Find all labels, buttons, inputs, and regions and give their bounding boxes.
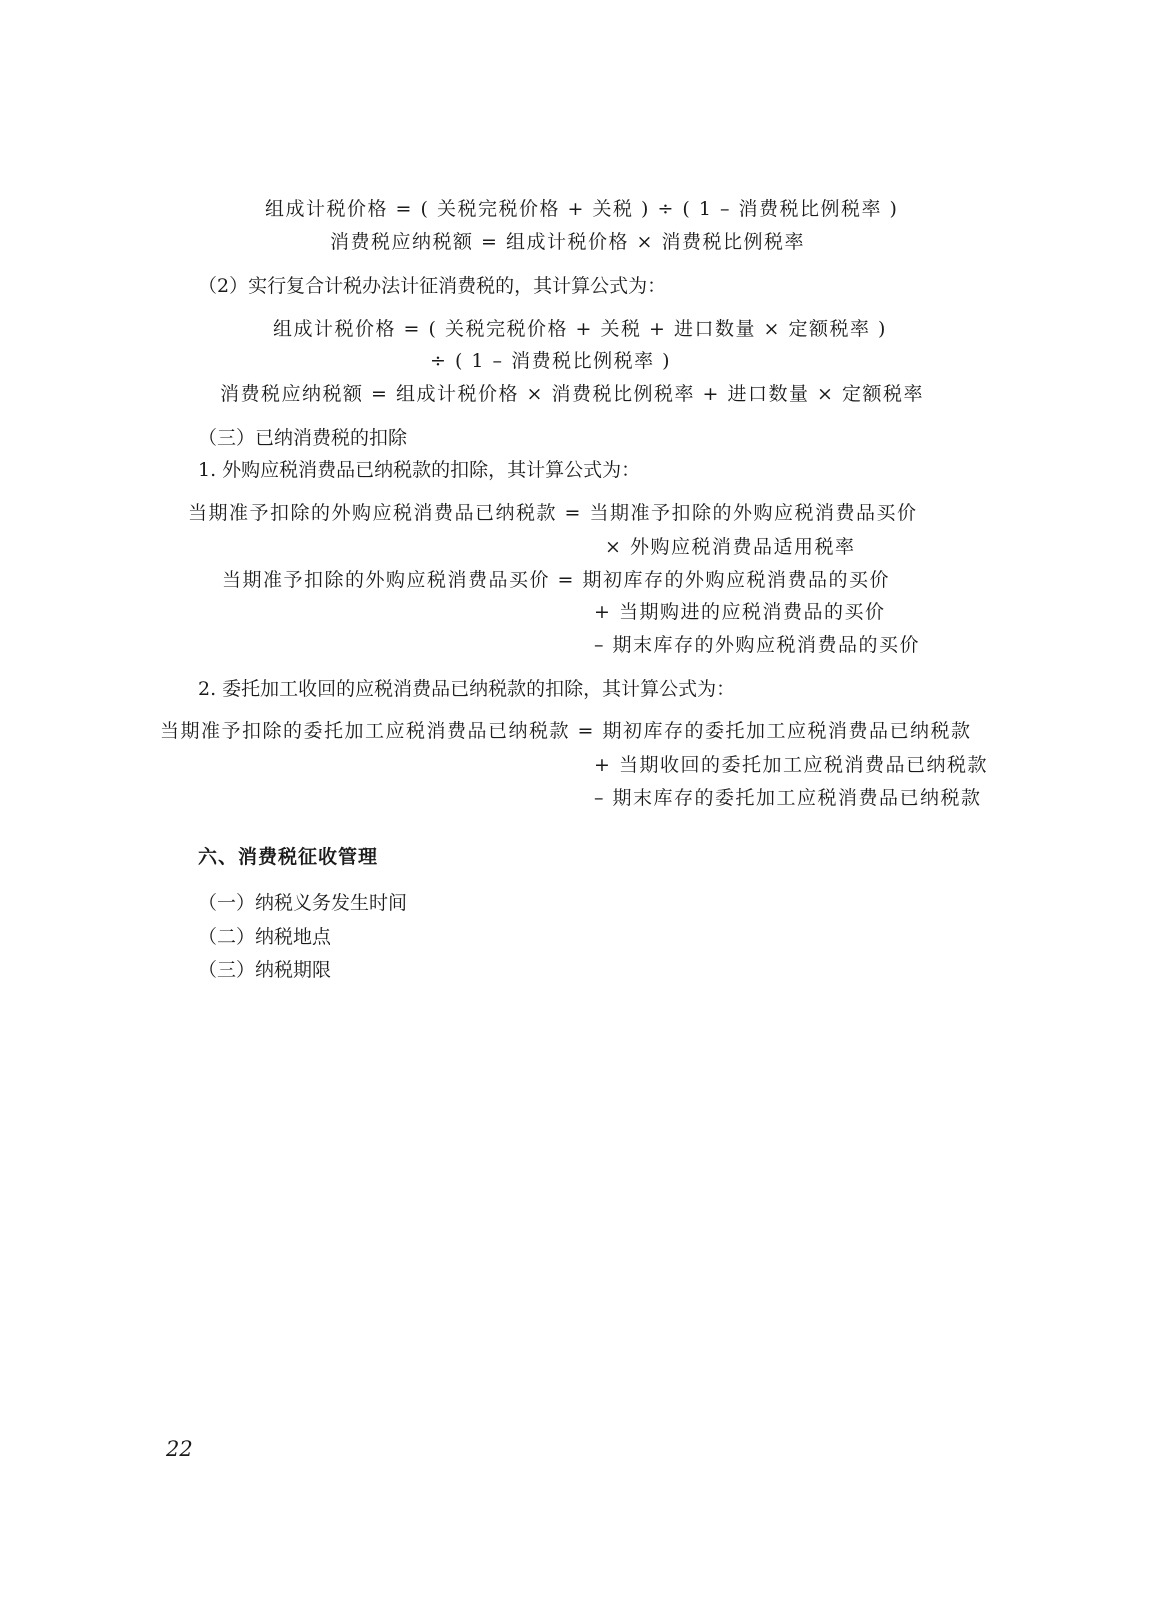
section6-item-2: （二）纳税地点	[198, 926, 332, 948]
sub1-intro: 1. 外购应税消费品已纳税款的扣除，其计算公式为：	[198, 459, 641, 481]
section6-item-1: （一）纳税义务发生时间	[198, 892, 408, 914]
sub2-formula-line3: – 期末库存的委托加工应税消费品已纳税款	[594, 787, 982, 809]
sub2-intro: 2. 委托加工收回的应税消费品已纳税款的扣除，其计算公式为：	[198, 678, 736, 700]
section6-heading: 六、消费税征收管理	[198, 846, 379, 868]
sub1-formula1-line1: 当期准予扣除的外购应税消费品已纳税款 = 当期准予扣除的外购应税消费品买价	[188, 502, 918, 524]
formula-tax-amount: 消费税应纳税额 = 组成计税价格 × 消费税比例税率	[330, 231, 805, 253]
section6-item-3: （三）纳税期限	[198, 959, 332, 981]
sub1-formula1-line2: × 外购应税消费品适用税率	[605, 536, 856, 558]
page-number: 22	[166, 1437, 193, 1461]
item2-formula-line1: 组成计税价格 = ( 关税完税价格 + 关税 + 进口数量 × 定额税率 )	[273, 318, 887, 340]
sub1-formula2-line3: – 期末库存的外购应税消费品的买价	[594, 634, 921, 656]
sub1-formula2-line2: + 当期购进的应税消费品的买价	[594, 601, 886, 623]
sub1-formula2-line1: 当期准予扣除的外购应税消费品买价 = 期初库存的外购应税消费品的买价	[222, 569, 891, 591]
section3-title: （三）已纳消费税的扣除	[198, 427, 408, 449]
formula-composite-price: 组成计税价格 = ( 关税完税价格 + 关税 ) ÷ ( 1 – 消费税比例税率 )	[265, 198, 899, 220]
sub2-formula-line2: + 当期收回的委托加工应税消费品已纳税款	[594, 754, 988, 776]
item2-formula-line3: 消费税应纳税额 = 组成计税价格 × 消费税比例税率 + 进口数量 × 定额税率	[220, 383, 924, 405]
item2-intro: （2）实行复合计税办法计征消费税的，其计算公式为：	[198, 275, 667, 297]
item2-formula-line2: ÷ ( 1 – 消费税比例税率 )	[430, 350, 672, 372]
sub2-formula-line1: 当期准予扣除的委托加工应税消费品已纳税款 = 期初库存的委托加工应税消费品已纳税款	[160, 720, 972, 742]
